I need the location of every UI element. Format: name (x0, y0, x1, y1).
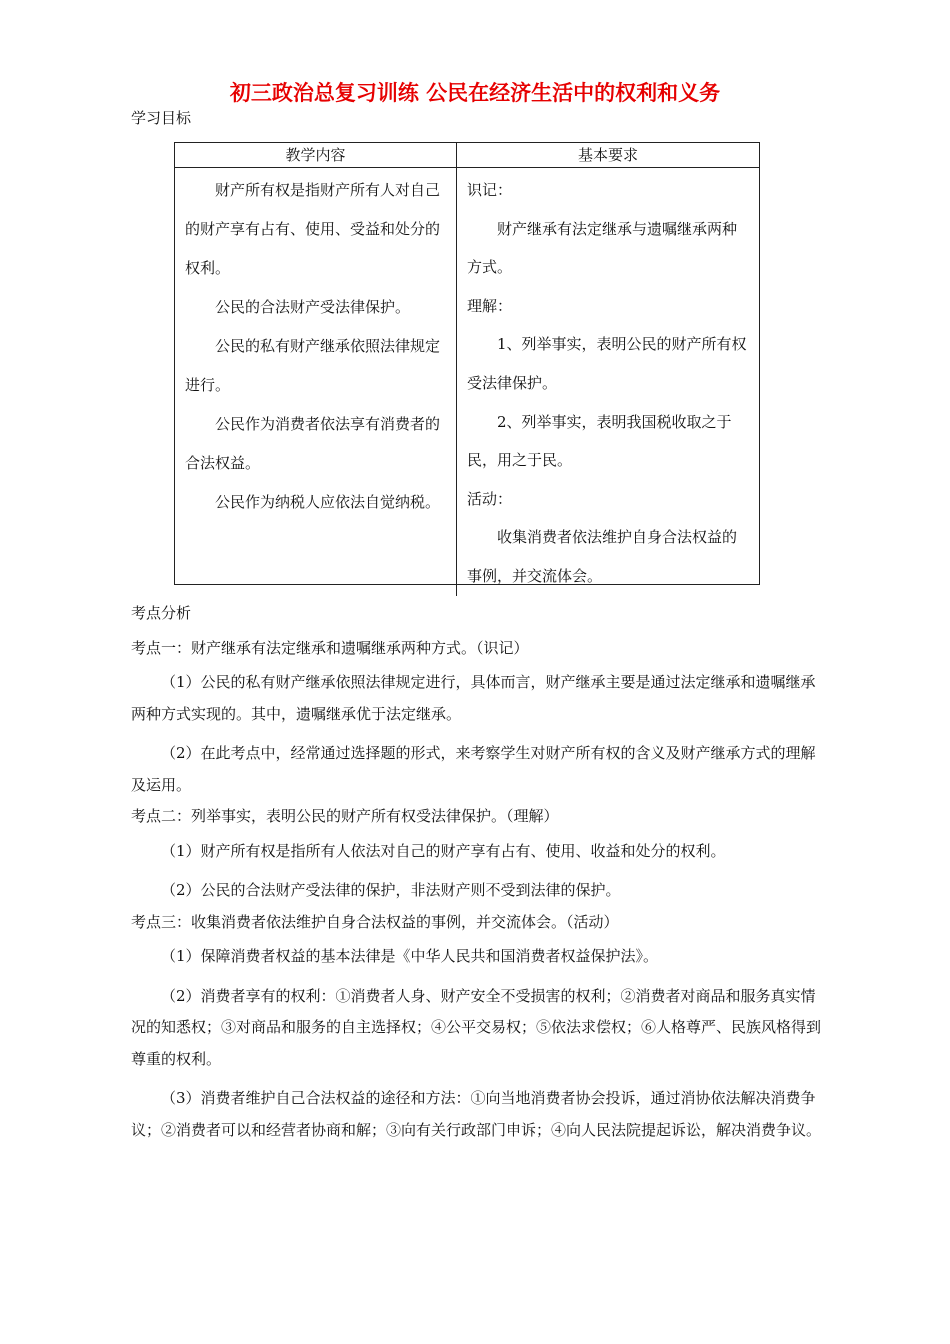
table-header-requirements: 基本要求 (457, 143, 759, 168)
content-item: 公民作为消费者依法享有消费者的合法权益。 (185, 415, 441, 472)
point-heading: 考点二：列举事实，表明公民的财产所有权受法律保护。（理解） (131, 807, 559, 825)
section-heading-goals: 学习目标 (131, 109, 192, 127)
point-heading: 考点一：财产继承有法定继承和遗嘱继承两种方式。（识记） (131, 638, 529, 657)
point-item: （2）在此考点中，经常通过选择题的形式，来考察学生对财产所有权的含义及财产继承方式的理解及运用。 (131, 744, 816, 794)
recall-text: 财产继承有法定继承与遗嘱继承两种方式。 (467, 219, 738, 277)
understand-item: 1、列举事实，表明公民的财产所有权受法律保护。 (467, 335, 747, 392)
content-item: 公民作为纳税人应依法自觉纳税。 (215, 493, 441, 511)
point-item: （3）消费者维护自己合法权益的途径和方法：①向当地消费者协会投诉，通过消协依法解决消费争议；②消费者可以和经营者协商和解；③向有关行政部门申诉；④向人民法院提起诉讼，解决消费争议。 (131, 1089, 822, 1139)
point-item: （1）保障消费者权益的基本法律是《中华人民共和国消费者权益保护法》。 (161, 947, 659, 965)
point-item: （1）财产所有权是指所有人依法对自己的财产享有占有、使用、收益和处分的权利。 (161, 841, 726, 860)
table-header-content: 教学内容 (175, 143, 457, 168)
activity-text: 收集消费者依法维护自身合法权益的事例，并交流体会。 (467, 528, 738, 585)
analysis-section (131, 598, 821, 1154)
section-heading-analysis: 考点分析 (131, 604, 192, 622)
table-cell-requirements (457, 168, 759, 596)
content-item: 公民的合法财产受法律保护。 (215, 298, 411, 316)
point-heading: 考点三：收集消费者依法维护自身合法权益的事例，并交流体会。（活动） (131, 912, 619, 931)
content-item: 公民的私有财产继承依照法律规定进行。 (185, 337, 441, 394)
table-cell-content (175, 168, 457, 596)
goals-table (174, 142, 760, 585)
content-item: 财产所有权是指财产所有人对自己的财产享有占有、使用、受益和处分的权利。 (185, 181, 441, 277)
point-item: （2）消费者享有的权利：①消费者人身、财产安全不受损害的权利；②消费者对商品和服务真实情况的知悉权；③对商品和服务的自主选择权；④公平交易权；⑤依法求偿权；⑥人格尊严、民族风格得到尊重的权利。 (131, 986, 822, 1068)
activity-label: 活动： (467, 489, 513, 508)
point-item: （1）公民的私有财产继承依照法律规定进行，具体而言，财产继承主要是通过法定继承和遗嘱继承两种方式实现的。其中，遗嘱继承优于法定继承。 (131, 673, 816, 723)
point-item: （2）公民的合法财产受法律的保护，非法财产则不受到法律的保护。 (161, 881, 621, 899)
document-title: 初三政治总复习训练 公民在经济生活中的权利和义务 (229, 81, 721, 105)
understand-label: 理解： (467, 296, 513, 315)
recall-label: 识记： (467, 181, 513, 199)
understand-item: 2、列举事实，表明我国税收取之于民，用之于民。 (467, 412, 732, 470)
